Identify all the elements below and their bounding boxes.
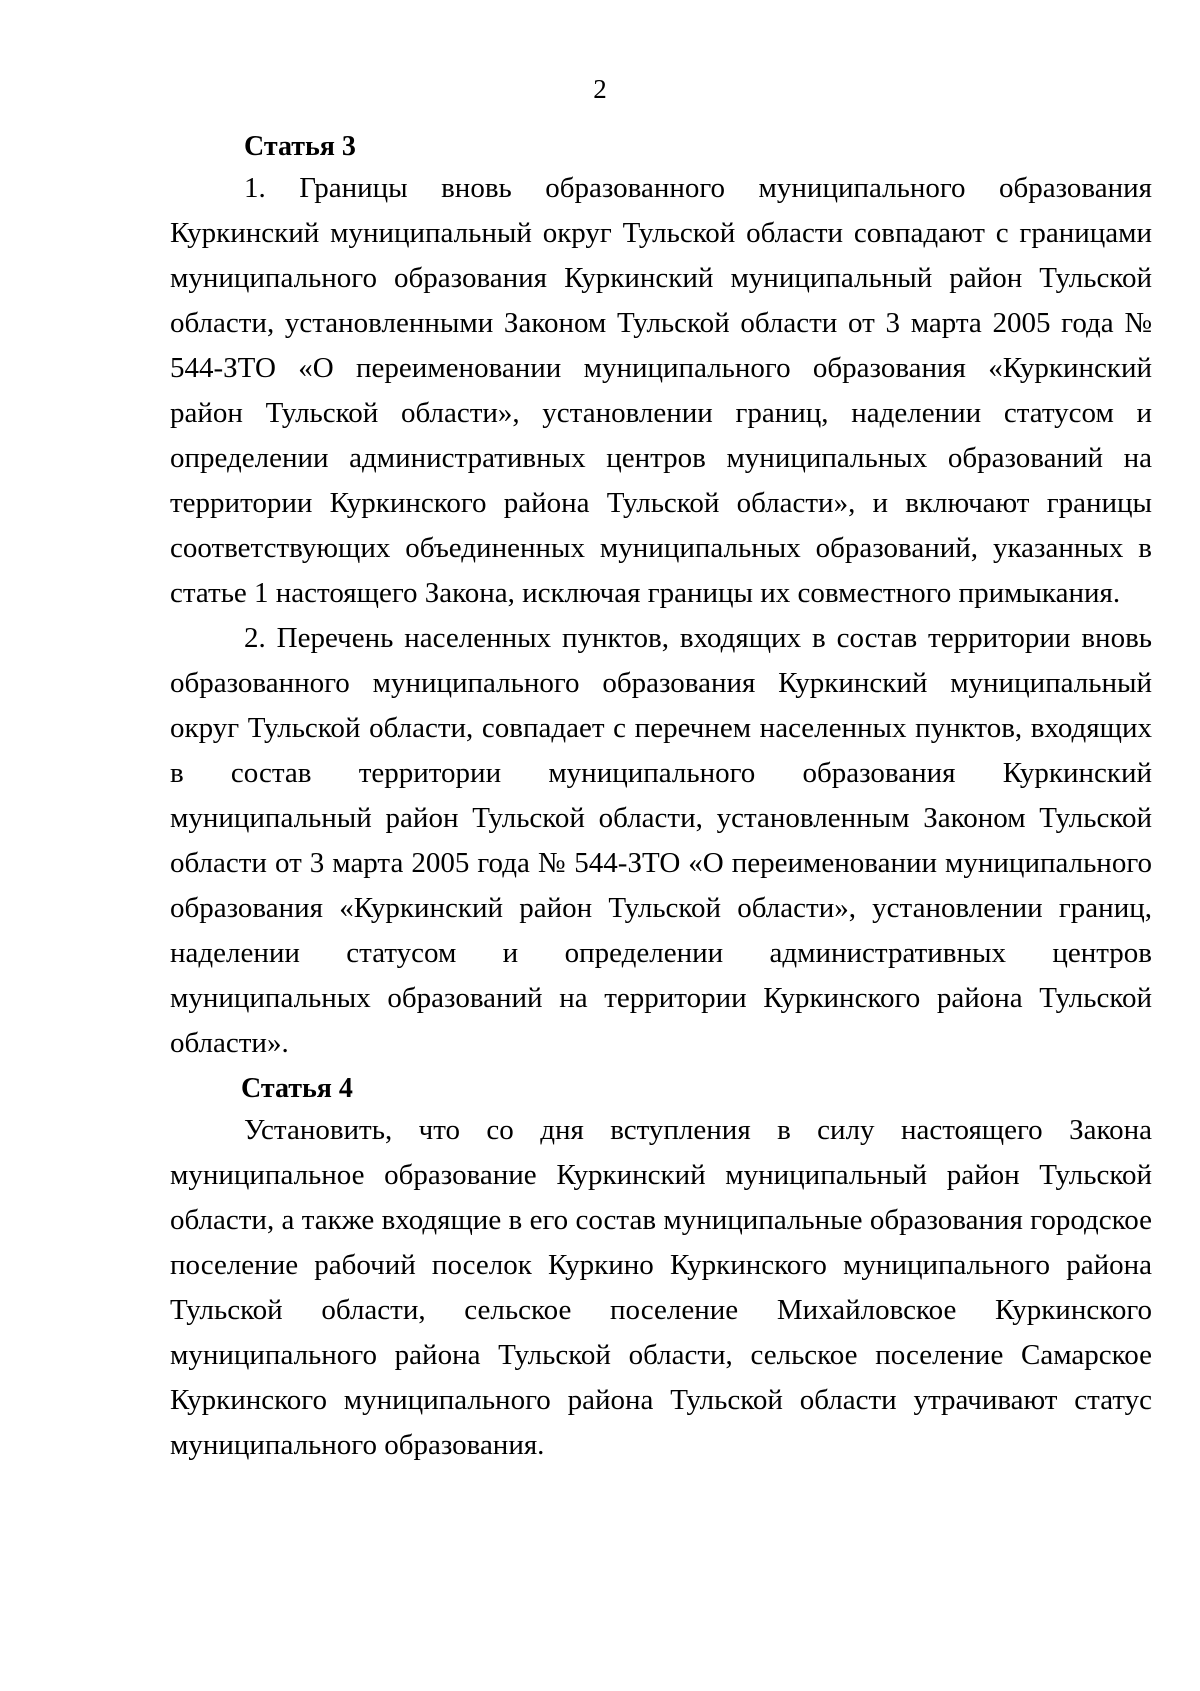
page-number: 2 — [593, 74, 607, 104]
article-3-heading: Статья 3 — [244, 131, 356, 162]
article-4-body — [170, 1108, 1152, 1468]
article-4-paragraph-1: Установить, что со дня вступления в силу настоящего Закона муниципальное образование Куркинский муниципальный район Тульской области, а также входящие в его состав муниципальные образования городское поселение рабочий поселок Куркино Куркинского муниципального района Тульской области, сельское поселение Михайловское Куркинского муниципального района Тульской области, сельское поселение Самарское Куркинского муниципального района Тульской области утрачивают статус муниципального образования. — [170, 1114, 1152, 1461]
article-3-paragraph-1: 1. Границы вновь образованного муниципального образования Куркинский муниципальный округ Тульской области совпадают с границами муниципального образования Куркинский муниципальный район Тульской области, установленными Законом Тульской области от 3 марта 2005 года № 544-ЗТО «О переименовании муниципального образования «Куркинский район Тульской области», установлении границ, наделении статусом и определении административных центров муниципальных образований на территории Куркинского района Тульской области», и включают границы соответствующих объединенных муниципальных образований, указанных в статье 1 настоящего Закона, исключая границы их совместного примыкания. — [170, 172, 1152, 609]
article-3-body — [170, 166, 1152, 1066]
article-3-paragraph-2: 2. Перечень населенных пунктов, входящих в состав территории вновь образованного муниципального образования Куркинский муниципальный округ Тульской области, совпадает с перечнем населенных пунктов, входящих в состав территории муниципального образования Куркинский муниципальный район Тульской области, установленным Законом Тульской области от 3 марта 2005 года № 544-ЗТО «О переименовании муниципального образования «Куркинский район Тульской области», установлении границ, наделении статусом и определении административных центров муниципальных образований на территории Куркинского района Тульской области». — [170, 622, 1152, 1059]
article-4-heading: Статья 4 — [241, 1073, 353, 1104]
